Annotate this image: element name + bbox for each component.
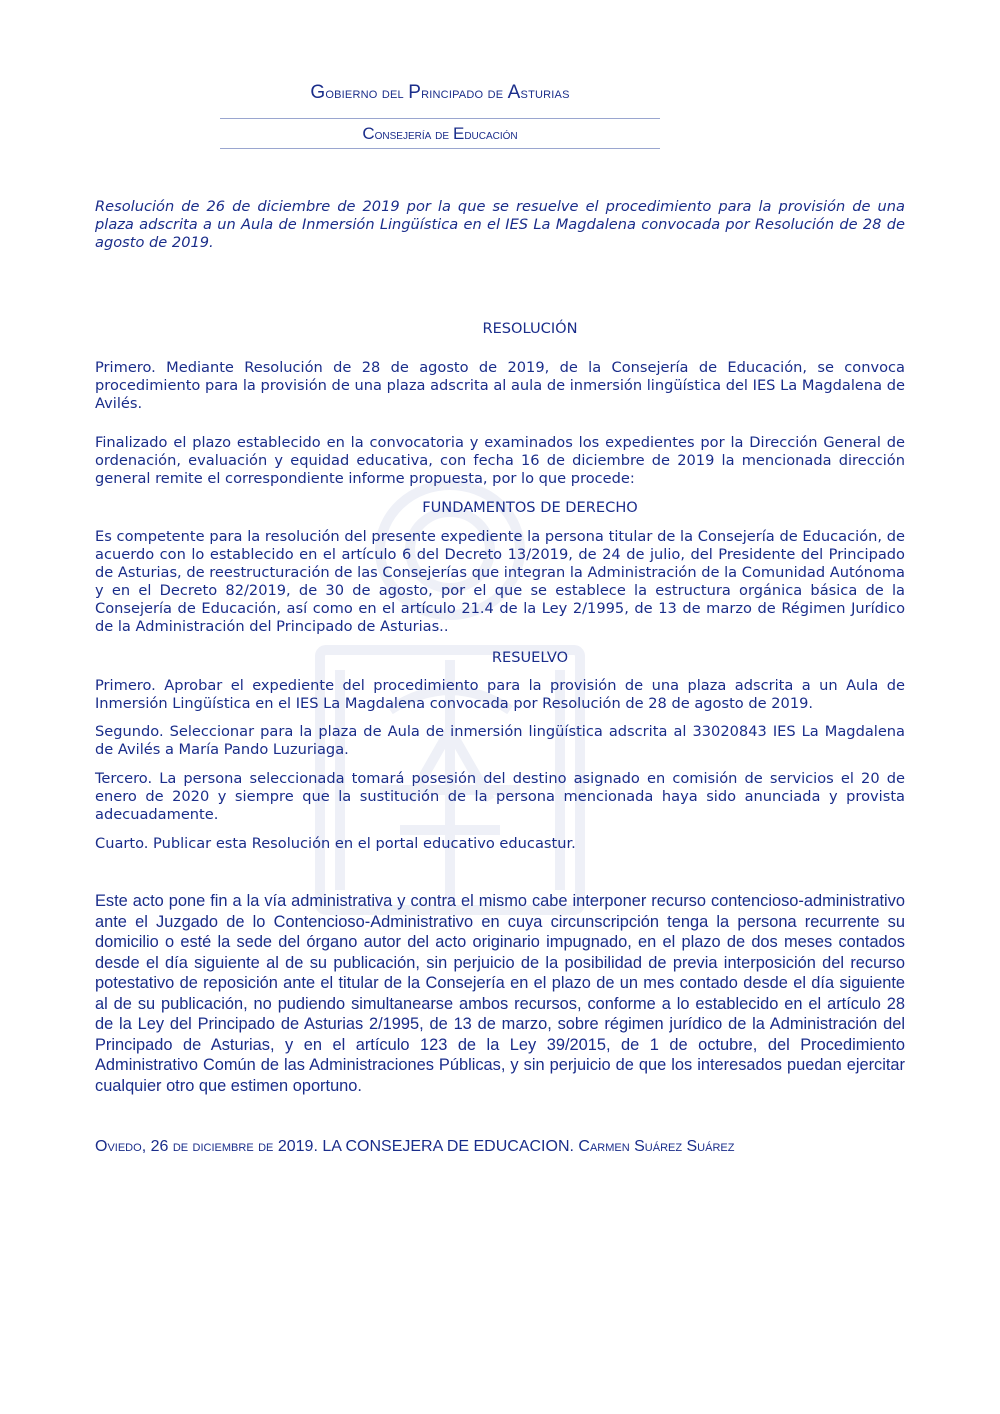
intro-paragraph: Resolución de 26 de diciembre de 2019 por la que se resuelve el procedimiento para la provisión de una plaza adscrita a un Aula de Inmersión Lingüística en el IES La Magdalena convocada por Resolución de 28 de agosto de 2019. [95, 198, 905, 251]
resuelvo-segundo: Segundo. Seleccionar para la plaza de Aula de inmersión lingüística adscrita al 33020843 IES La Magdalena de Avilés a María Pando Luzuriaga. [95, 723, 905, 758]
document-header [220, 82, 660, 149]
fundamentos-paragraph: Es competente para la resolución del presente expediente la persona titular de la Consejería de Educación, de acuerdo con lo establecido en el artículo 6 del Decreto 13/2019, de 24 de julio, del Presidente del Principado de Asturias, de reestructuración de las Consejerías que integran la Administración de la Comunidad Autónoma y en el Decreto 82/2019, de 30 de agosto, por el que se establece la estructura orgánica básica de la Consejería de Educación, así como en el artículo 21.4 de la Ley 2/1995, de 13 de marzo de Régimen Jurídico de la Administración del Principado de Asturias.. [95, 528, 905, 635]
signature-role: LA CONSEJERA DE EDUCACION. [322, 1138, 579, 1155]
resuelvo-heading: RESUELVO [491, 649, 569, 666]
government-title [220, 82, 660, 105]
asturias-initial: A [507, 82, 521, 103]
signature-month: diciembre [192, 1138, 254, 1155]
asturias-text: sturias [520, 85, 570, 102]
signature-day: 26 [150, 1138, 169, 1155]
antecedente-finalizado: Finalizado el plazo establecido en la convocatoria y examinados los expedientes por la Dirección General de ordenación, evaluación y equidad educativa, con fecha 16 de diciembre de 2019 la mencionada dirección general remite el correspondiente informe propuesta, por lo que procede: [95, 434, 905, 487]
resuelvo-cuarto: Cuarto. Publicar esta Resolución en el portal educativo educastur. [95, 835, 576, 852]
antecedente-primero: Primero. Mediante Resolución de 28 de agosto de 2019, de la Consejería de Educación, se convoca procedimiento para la provisión de una plaza adscrita al aula de inmersión lingüística del IES La Magdalena de Avilés. [95, 359, 905, 412]
closing-paragraph: Este acto pone fin a la vía administrativa y contra el mismo cabe interponer recurso contencioso-administrativo ante el Juzgado de lo Contencioso-Administrativo en cuya circunscripción tenga la persona recurrente su domicilio o esté la sede del órgano autor del acto originario impugnado, en el plazo de dos meses contados desde el día siguiente al de su publicación, sin perjuicio de la posibilidad de previa interposición del recurso potestativo de reposición ante el titular de la Consejería en el plazo de un mes contado desde el día siguiente al de su publicación, no pudiendo simultanearse ambos recursos, conforme a lo establecido en el artículo 28 de la Ley del Principado de Asturias 2/1995, de 13 de marzo, sobre régimen jurídico de la Administración del Principado de Asturias, y en el artículo 123 de la Ley 39/2015, de 1 de octubre, del Procedimiento Administrativo Común de las Administraciones Públicas, y sin perjuicio de que los interesados puedan ejercitar cualquier otro que estimen oportuno. [95, 892, 905, 1095]
educacion-initial: E [452, 124, 465, 143]
consejeria-text: onsejería de [374, 126, 453, 142]
signature-de-2: de [253, 1138, 278, 1155]
government-text: obierno del [325, 85, 409, 102]
signature-place: Oviedo [95, 1138, 142, 1155]
fundamentos-heading: FUNDAMENTOS DE DERECHO [422, 499, 638, 516]
signature-year: 2019. [277, 1138, 323, 1155]
consejeria-title [220, 121, 660, 147]
signature-de-1: de [168, 1138, 193, 1155]
principado-text: rincipado de [421, 85, 508, 102]
header-rule-top [220, 118, 660, 119]
consejeria-initial: C [362, 124, 375, 143]
resolucion-heading: RESOLUCIÓN [482, 320, 578, 337]
signature-line [95, 1137, 905, 1157]
principado-initial: P [408, 82, 422, 103]
resuelvo-primero: Primero. Aprobar el expediente del procedimiento para la provisión de una plaza adscrita a un Aula de Inmersión Lingüística en el IES La Magdalena convocada por Resolución de 28 de agosto de 2019. [95, 677, 905, 712]
resuelvo-tercero: Tercero. La persona seleccionada tomará posesión del destino asignado en comisión de servicios el 20 de enero de 2020 y siempre que la sustitución de la persona mencionada haya sido anunciada y provista adecuadamente. [95, 770, 905, 823]
government-initial: G [310, 82, 326, 103]
signature-date-separator: , [141, 1138, 151, 1155]
signature-name: Carmen Suárez Suárez [578, 1138, 735, 1155]
educacion-text: ducación [464, 126, 518, 142]
header-rule-bottom [220, 148, 660, 149]
